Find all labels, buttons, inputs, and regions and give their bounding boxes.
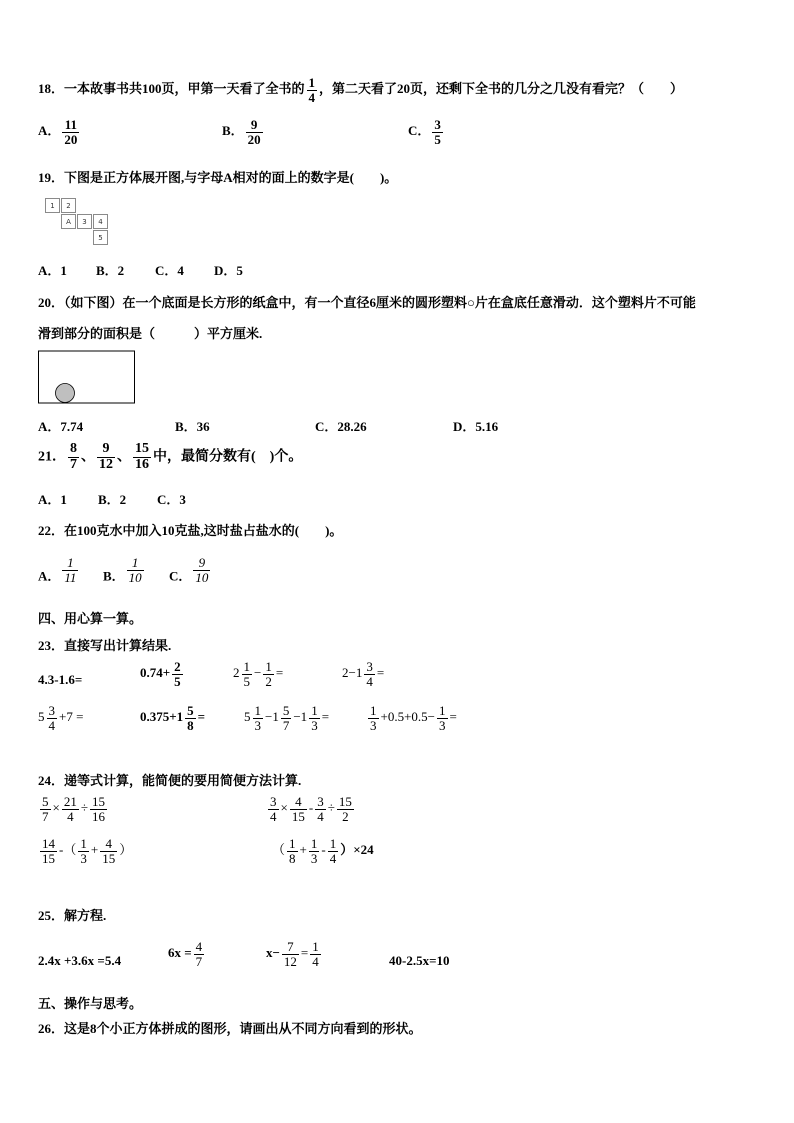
q23-expr-3: 2 $\frac{1}{5}$ − $\frac{1}{2}$ = (233, 659, 284, 689)
q24-expr-3: $\frac{14}{15}$ -（ $\frac{1}{3}$ + $\frac{4}{15}$ ） (42, 836, 133, 866)
q23-expr-2: 0.74+ $\frac{2}{5}$ (140, 659, 181, 689)
q20-option-a: A．7.74 (38, 419, 84, 434)
q25-eq-1: 2.4x +3.6x =5.4 (38, 953, 122, 968)
q20-stem-line1: 20．（如下图）在一个底面是长方形的纸盒中，有一个直径6厘米的圆形塑料○片在盒底任意滑动．这个塑料片不可能 (38, 295, 696, 310)
q23-expr-6: 0.375+1 $\frac{5}{8}$ = (140, 703, 206, 733)
q23-expr-4: 2−1 $\frac{3}{4}$ = (342, 659, 385, 689)
q24-title: 24．递等式计算，能简便的要用简便方法计算. (38, 773, 302, 788)
q23-expr-7: 5 $\frac{1}{3}$ −1 $\frac{5}{7}$ −1 $\frac{1}{3}$ = (244, 703, 330, 733)
q25-eq-4: 40-2.5x=10 (389, 953, 450, 968)
q23-title: 23．直接写出计算结果. (38, 638, 172, 653)
q26-stem: 26．这是8个小正方体拼成的图形，请画出从不同方向看到的形状。 (38, 1021, 422, 1036)
net-cell-4: 4 (93, 214, 108, 229)
q22-option-b: B． $\frac{1}{10}$ (103, 555, 142, 585)
q18-stem: 18．一本故事书共100页，甲第一天看了全书的 $\frac{1}{4}$ ，第二天看了20页，还剩下全书的几分之几没有看完？（ ） (38, 75, 684, 105)
box-with-disc-figure (38, 350, 136, 404)
q19-option-c: C．4 (155, 263, 184, 278)
q19-option-a: A．1 (38, 263, 67, 278)
q18-option-a: A． $\frac{11}{20}$ (38, 117, 78, 147)
q19-option-b: B．2 (96, 263, 125, 278)
q18-option-b: B． $\frac{9}{20}$ (222, 117, 261, 147)
q22-option-c: C． $\frac{9}{10}$ (169, 555, 209, 585)
q25-eq-3: x− $\frac{7}{12}$ = $\frac{1}{4}$ (266, 939, 319, 969)
q20-option-d: D．5.16 (453, 419, 499, 434)
q20-option-c: C．28.26 (315, 419, 367, 434)
q24-expr-1: $\frac{5}{7}$ × $\frac{21}{4}$ ÷ $\frac{15}{16}$ (42, 794, 105, 824)
section-5-heading: 五、操作与思考。 (38, 996, 143, 1011)
q23-expr-1: 4.3-1.6= (38, 672, 83, 687)
q24-expr-2: $\frac{3}{4}$ × $\frac{4}{15}$ - $\frac{3}{4}$ ÷ $\frac{15}{2}$ (270, 794, 352, 824)
plastic-disc (56, 384, 75, 403)
q22-option-a: A． $\frac{1}{11}$ (38, 555, 77, 585)
q23-expr-5: 5 $\frac{3}{4}$ +7 = (38, 703, 84, 733)
q22-stem: 22．在100克水中加入10克盐,这时盐占盐水的( )。 (38, 523, 343, 538)
q18-fraction: $\frac{1}{4}$ (308, 75, 316, 105)
box-bottom-rect (39, 351, 135, 403)
net-cell-3: 3 (77, 214, 92, 229)
q20-option-b: B．36 (175, 419, 210, 434)
q21-stem: 21． $\frac{8}{7}$ 、 $\frac{9}{12}$ 、 $\frac{15}{16}$ 中，最简分数有( )个。 (38, 441, 303, 472)
net-cell-a: A (61, 214, 76, 229)
q23-expr-8: $\frac{1}{3}$ +0.5+0.5− $\frac{1}{3}$ = (370, 703, 457, 733)
q21-option-c: C．3 (157, 492, 186, 507)
q25-title: 25．解方程. (38, 908, 107, 923)
q19-option-d: D．5 (214, 263, 243, 278)
net-cell-1: 1 (45, 198, 60, 213)
q19-stem: 19．下图是正方体展开图,与字母A相对的面上的数字是( )。 (38, 170, 398, 185)
net-cell-5: 5 (93, 230, 108, 245)
net-cell-2: 2 (61, 198, 76, 213)
q24-expr-4: （ $\frac{1}{8}$ + $\frac{1}{3}$ - $\frac{1}{4}$ ）×24 (272, 836, 374, 866)
q21-option-a: A．1 (38, 492, 67, 507)
q21-option-b: B．2 (98, 492, 127, 507)
q18-option-c: C． $\frac{3}{5}$ (408, 117, 441, 147)
q20-stem-line2: 滑到部分的面积是（ ）平方厘米. (38, 326, 263, 341)
q25-eq-2: 6x = $\frac{4}{7}$ (168, 939, 203, 969)
section-4-heading: 四、用心算一算。 (38, 611, 143, 626)
